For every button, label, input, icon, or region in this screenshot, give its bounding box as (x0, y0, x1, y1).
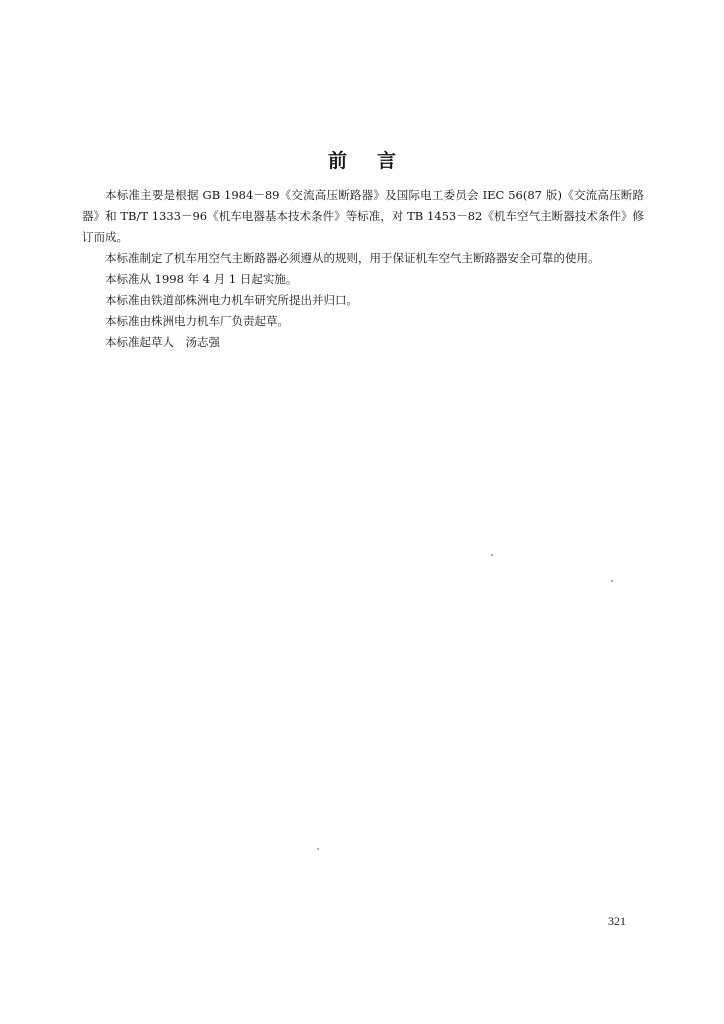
scan-speck (611, 580, 613, 582)
scan-speck (491, 554, 493, 556)
paragraph-proposer: 本标准由铁道部株洲电力机车研究所提出并归口。 (105, 293, 358, 307)
foreword-body (82, 185, 644, 353)
paragraph-effective-date: 本标准从 1998 年 4 月 1 日起实施。 (105, 272, 298, 286)
page-number: 321 (608, 914, 626, 928)
page-title: 前言 (327, 150, 426, 172)
paragraph-drafter: 本标准起草人 汤志强 (105, 335, 220, 349)
paragraph-basis: 本标准主要是根据 GB 1984－89《交流高压断路器》及国际电工委员会 IEC 56(87 版)《交流高压断路器》和 TB/T 1333－96《机车电器基本技术条件》等标准，对 TB 1453－82《机车空气主断器技术条件》修订而成。 (82, 188, 644, 244)
paragraph-drafting-unit: 本标准由株洲电力机车厂负责起草。 (105, 314, 289, 328)
scan-speck (317, 848, 319, 850)
paragraph-purpose: 本标准制定了机车用空气主断路器必须遵从的规则，用于保证机车空气主断路器安全可靠的使用。 (105, 251, 600, 265)
